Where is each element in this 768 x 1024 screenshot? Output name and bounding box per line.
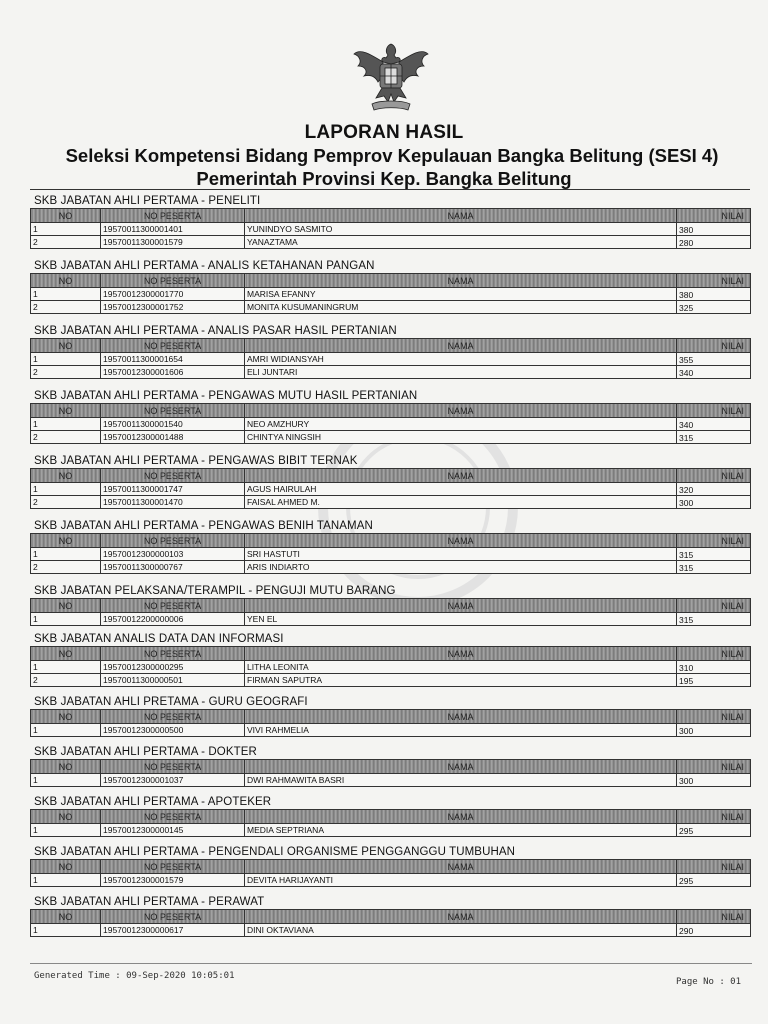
header-nilai: NILAI bbox=[677, 760, 751, 774]
header-no-peserta: NO PESERTA bbox=[101, 209, 245, 223]
cell-peserta: 19570012300000617 bbox=[101, 924, 245, 937]
cell-peserta: 19570011300001654 bbox=[101, 353, 245, 366]
page-number: Page No : 01 bbox=[676, 977, 742, 987]
cell-no: 1 bbox=[31, 223, 101, 236]
cell-no: 1 bbox=[31, 661, 101, 674]
result-table bbox=[30, 403, 751, 444]
cell-no: 1 bbox=[31, 613, 101, 626]
cell-nama: SRI HASTUTI bbox=[245, 548, 677, 561]
result-table bbox=[30, 338, 751, 379]
table-row bbox=[31, 561, 751, 574]
header-nama: NAMA bbox=[245, 810, 677, 824]
header-nilai: NILAI bbox=[677, 534, 751, 548]
header-nama: NAMA bbox=[245, 534, 677, 548]
header-no-peserta: NO PESERTA bbox=[101, 810, 245, 824]
cell-nama: DWI RAHMAWITA BASRI bbox=[245, 774, 677, 787]
table-row bbox=[31, 483, 751, 496]
cell-nilai: 380 bbox=[677, 288, 751, 301]
cell-nilai: 315 bbox=[677, 431, 751, 444]
table-header-row bbox=[31, 910, 751, 924]
table-header-row bbox=[31, 710, 751, 724]
cell-nama: YANAZTAMA bbox=[245, 236, 677, 249]
section-title: SKB JABATAN AHLI PERTAMA - DOKTER bbox=[34, 746, 257, 758]
result-table bbox=[30, 646, 751, 687]
table-header-row bbox=[31, 599, 751, 613]
header-no-peserta: NO PESERTA bbox=[101, 860, 245, 874]
result-table bbox=[30, 533, 751, 574]
cell-no: 1 bbox=[31, 353, 101, 366]
header-nilai: NILAI bbox=[677, 647, 751, 661]
cell-peserta: 19570012300000145 bbox=[101, 824, 245, 837]
header-no: NO bbox=[31, 647, 101, 661]
cell-no: 2 bbox=[31, 236, 101, 249]
header-nama: NAMA bbox=[245, 209, 677, 223]
result-section bbox=[30, 519, 752, 574]
cell-peserta: 19570012300001037 bbox=[101, 774, 245, 787]
report-subtitle: Seleksi Kompetensi Bidang Pemprov Kepulauan Bangka Belitung (SESI 4) bbox=[65, 145, 719, 166]
header-no: NO bbox=[31, 469, 101, 483]
table-row bbox=[31, 223, 751, 236]
cell-peserta: 19570012300000500 bbox=[101, 724, 245, 737]
table-row bbox=[31, 924, 751, 937]
cell-no: 1 bbox=[31, 924, 101, 937]
result-section bbox=[30, 695, 752, 737]
cell-no: 1 bbox=[31, 774, 101, 787]
table-row bbox=[31, 418, 751, 431]
section-title: SKB JABATAN AHLI PERTAMA - PERAWAT bbox=[34, 896, 265, 908]
cell-no: 1 bbox=[31, 874, 101, 887]
header-no-peserta: NO PESERTA bbox=[101, 599, 245, 613]
header-no-peserta: NO PESERTA bbox=[101, 534, 245, 548]
cell-nilai: 320 bbox=[677, 483, 751, 496]
header-nama: NAMA bbox=[245, 860, 677, 874]
result-table bbox=[30, 859, 751, 887]
cell-peserta: 19570012300001752 bbox=[101, 301, 245, 314]
cell-nama: VIVI RAHMELIA bbox=[245, 724, 677, 737]
cell-no: 2 bbox=[31, 496, 101, 509]
cell-nama: ARIS INDIARTO bbox=[245, 561, 677, 574]
cell-nama: DEVITA HARIJAYANTI bbox=[245, 874, 677, 887]
cell-peserta: 19570012300000295 bbox=[101, 661, 245, 674]
result-table bbox=[30, 273, 751, 314]
header-nama: NAMA bbox=[245, 469, 677, 483]
header-nilai: NILAI bbox=[677, 339, 751, 353]
cell-nilai: 300 bbox=[677, 774, 751, 787]
header-nilai: NILAI bbox=[677, 910, 751, 924]
result-table bbox=[30, 208, 751, 249]
header-no-peserta: NO PESERTA bbox=[101, 760, 245, 774]
section-title: SKB JABATAN AHLI PRETAMA - GURU GEOGRAFI bbox=[34, 696, 308, 708]
header-no: NO bbox=[31, 599, 101, 613]
cell-nama: AMRI WIDIANSYAH bbox=[245, 353, 677, 366]
result-section bbox=[30, 845, 752, 887]
cell-no: 1 bbox=[31, 288, 101, 301]
title-divider bbox=[30, 189, 750, 190]
header-no-peserta: NO PESERTA bbox=[101, 910, 245, 924]
header-no-peserta: NO PESERTA bbox=[101, 339, 245, 353]
header-no-peserta: NO PESERTA bbox=[101, 647, 245, 661]
table-row bbox=[31, 496, 751, 509]
table-row bbox=[31, 301, 751, 314]
table-row bbox=[31, 366, 751, 379]
table-row bbox=[31, 431, 751, 444]
cell-peserta: 19570011300000767 bbox=[101, 561, 245, 574]
cell-peserta: 19570011300001401 bbox=[101, 223, 245, 236]
cell-nilai: 315 bbox=[677, 561, 751, 574]
header-no: NO bbox=[31, 339, 101, 353]
result-table bbox=[30, 909, 751, 937]
section-title: SKB JABATAN AHLI PERTAMA - PENELITI bbox=[34, 195, 261, 207]
header-nilai: NILAI bbox=[677, 274, 751, 288]
header-nama: NAMA bbox=[245, 760, 677, 774]
result-table bbox=[30, 809, 751, 837]
cell-nilai: 295 bbox=[677, 824, 751, 837]
header-nilai: NILAI bbox=[677, 860, 751, 874]
cell-nilai: 325 bbox=[677, 301, 751, 314]
cell-no: 1 bbox=[31, 548, 101, 561]
cell-peserta: 19570011300001540 bbox=[101, 418, 245, 431]
header-no: NO bbox=[31, 810, 101, 824]
section-title: SKB JABATAN AHLI PERTAMA - APOTEKER bbox=[34, 796, 272, 808]
cell-nama: MARISA EFANNY bbox=[245, 288, 677, 301]
cell-peserta: 19570011300001470 bbox=[101, 496, 245, 509]
header-nilai: NILAI bbox=[677, 710, 751, 724]
header-no: NO bbox=[31, 910, 101, 924]
cell-peserta: 19570011300001579 bbox=[101, 236, 245, 249]
results-sections bbox=[30, 194, 752, 937]
cell-nama: MONITA KUSUMANINGRUM bbox=[245, 301, 677, 314]
section-title: SKB JABATAN PELAKSANA/TERAMPIL - PENGUJI MUTU BARANG bbox=[34, 585, 396, 597]
table-header-row bbox=[31, 860, 751, 874]
header-nama: NAMA bbox=[245, 339, 677, 353]
table-header-row bbox=[31, 404, 751, 418]
table-row bbox=[31, 824, 751, 837]
section-title: SKB JABATAN AHLI PERTAMA - ANALIS KETAHANAN PANGAN bbox=[34, 260, 375, 272]
header-nama: NAMA bbox=[245, 647, 677, 661]
garuda-emblem-icon bbox=[350, 40, 432, 118]
result-table bbox=[30, 468, 751, 509]
cell-nilai: 195 bbox=[677, 674, 751, 687]
table-row bbox=[31, 353, 751, 366]
table-header-row bbox=[31, 810, 751, 824]
cell-no: 1 bbox=[31, 418, 101, 431]
section-title: SKB JABATAN AHLI PERTAMA - PENGAWAS BIBIT TERNAK bbox=[34, 455, 358, 467]
table-row bbox=[31, 674, 751, 687]
cell-no: 2 bbox=[31, 674, 101, 687]
header-no-peserta: NO PESERTA bbox=[101, 469, 245, 483]
header-nilai: NILAI bbox=[677, 599, 751, 613]
header-no-peserta: NO PESERTA bbox=[101, 710, 245, 724]
header-no: NO bbox=[31, 710, 101, 724]
cell-no: 1 bbox=[31, 483, 101, 496]
cell-no: 1 bbox=[31, 824, 101, 837]
section-title: SKB JABATAN ANALIS DATA DAN INFORMASI bbox=[34, 633, 284, 645]
cell-peserta: 19570011300001747 bbox=[101, 483, 245, 496]
result-section bbox=[30, 584, 752, 626]
table-row bbox=[31, 661, 751, 674]
cell-nilai: 280 bbox=[677, 236, 751, 249]
cell-nilai: 340 bbox=[677, 366, 751, 379]
cell-nama: CHINTYA NINGSIH bbox=[245, 431, 677, 444]
cell-peserta: 19570012300001770 bbox=[101, 288, 245, 301]
table-row bbox=[31, 774, 751, 787]
footer-divider bbox=[30, 963, 752, 964]
table-header-row bbox=[31, 760, 751, 774]
result-section bbox=[30, 745, 752, 787]
cell-peserta: 19570011300000501 bbox=[101, 674, 245, 687]
header-nama: NAMA bbox=[245, 274, 677, 288]
header-no: NO bbox=[31, 274, 101, 288]
table-header-row bbox=[31, 469, 751, 483]
table-header-row bbox=[31, 339, 751, 353]
report-organization: Pemerintah Provinsi Kep. Bangka Belitung bbox=[196, 168, 572, 189]
table-header-row bbox=[31, 534, 751, 548]
table-row bbox=[31, 613, 751, 626]
cell-no: 2 bbox=[31, 561, 101, 574]
table-row bbox=[31, 288, 751, 301]
result-section bbox=[30, 795, 752, 837]
table-row bbox=[31, 724, 751, 737]
table-header-row bbox=[31, 647, 751, 661]
report-title: LAPORAN HASIL bbox=[304, 122, 464, 143]
table-header-row bbox=[31, 209, 751, 223]
cell-nilai: 300 bbox=[677, 496, 751, 509]
cell-peserta: 19570012300001606 bbox=[101, 366, 245, 379]
cell-nilai: 315 bbox=[677, 548, 751, 561]
generated-time: Generated Time : 09-Sep-2020 10:05:01 bbox=[34, 971, 235, 981]
header-no: NO bbox=[31, 860, 101, 874]
header-nama: NAMA bbox=[245, 710, 677, 724]
header-nama: NAMA bbox=[245, 910, 677, 924]
cell-peserta: 19570012300000103 bbox=[101, 548, 245, 561]
table-row bbox=[31, 874, 751, 887]
cell-peserta: 19570012300001488 bbox=[101, 431, 245, 444]
header-no-peserta: NO PESERTA bbox=[101, 274, 245, 288]
cell-nama: YUNINDYO SASMITO bbox=[245, 223, 677, 236]
cell-nama: AGUS HAIRULAH bbox=[245, 483, 677, 496]
result-table bbox=[30, 759, 751, 787]
cell-no: 2 bbox=[31, 366, 101, 379]
header-nilai: NILAI bbox=[677, 469, 751, 483]
header-nilai: NILAI bbox=[677, 810, 751, 824]
table-header-row bbox=[31, 274, 751, 288]
cell-nama: MEDIA SEPTRIANA bbox=[245, 824, 677, 837]
result-section bbox=[30, 324, 752, 379]
section-title: SKB JABATAN AHLI PERTAMA - PENGAWAS MUTU HASIL PERTANIAN bbox=[34, 390, 418, 402]
table-row bbox=[31, 236, 751, 249]
cell-no: 2 bbox=[31, 301, 101, 314]
cell-nilai: 315 bbox=[677, 613, 751, 626]
cell-nama: NEO AMZHURY bbox=[245, 418, 677, 431]
cell-peserta: 19570012200000006 bbox=[101, 613, 245, 626]
section-title: SKB JABATAN AHLI PERTAMA - ANALIS PASAR HASIL PERTANIAN bbox=[34, 325, 397, 337]
result-section bbox=[30, 454, 752, 509]
result-section bbox=[30, 389, 752, 444]
cell-nama: DINI OKTAVIANA bbox=[245, 924, 677, 937]
result-section bbox=[30, 895, 752, 937]
cell-nilai: 300 bbox=[677, 724, 751, 737]
result-section bbox=[30, 632, 752, 687]
header-no: NO bbox=[31, 760, 101, 774]
cell-nama: ELI JUNTARI bbox=[245, 366, 677, 379]
cell-no: 1 bbox=[31, 724, 101, 737]
cell-nilai: 310 bbox=[677, 661, 751, 674]
cell-nama: LITHA LEONITA bbox=[245, 661, 677, 674]
header-no: NO bbox=[31, 209, 101, 223]
cell-nilai: 380 bbox=[677, 223, 751, 236]
header-nilai: NILAI bbox=[677, 404, 751, 418]
result-table bbox=[30, 598, 751, 626]
header-no-peserta: NO PESERTA bbox=[101, 404, 245, 418]
header-no: NO bbox=[31, 534, 101, 548]
result-section bbox=[30, 194, 752, 249]
section-title: SKB JABATAN AHLI PERTAMA - PENGAWAS BENIH TANAMAN bbox=[34, 520, 373, 532]
cell-nilai: 295 bbox=[677, 874, 751, 887]
section-title: SKB JABATAN AHLI PERTAMA - PENGENDALI ORGANISME PENGGANGGU TUMBUHAN bbox=[34, 846, 516, 858]
header-nilai: NILAI bbox=[677, 209, 751, 223]
header-nama: NAMA bbox=[245, 599, 677, 613]
cell-nilai: 340 bbox=[677, 418, 751, 431]
cell-nama: FIRMAN SAPUTRA bbox=[245, 674, 677, 687]
header-nama: NAMA bbox=[245, 404, 677, 418]
cell-nama: FAISAL AHMED M. bbox=[245, 496, 677, 509]
result-section bbox=[30, 259, 752, 314]
result-table bbox=[30, 709, 751, 737]
cell-nilai: 290 bbox=[677, 924, 751, 937]
cell-nama: YEN EL bbox=[245, 613, 677, 626]
cell-nilai: 355 bbox=[677, 353, 751, 366]
table-row bbox=[31, 548, 751, 561]
header-no: NO bbox=[31, 404, 101, 418]
cell-peserta: 19570012300001579 bbox=[101, 874, 245, 887]
cell-no: 2 bbox=[31, 431, 101, 444]
